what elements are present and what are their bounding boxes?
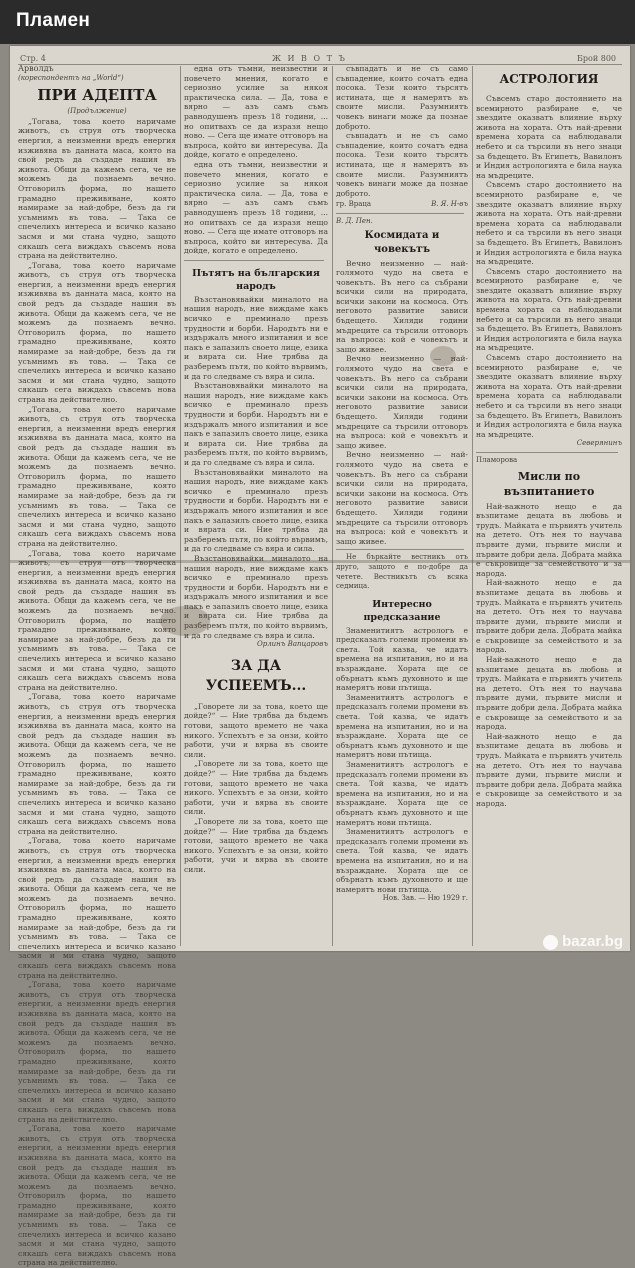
article-body-f2: Съвсемъ старо достоянието на всемирното разбиране е, че звездите оказватъ влияние върху живота на хората. Отъ най-древни времена хората са наблюдавали небето и са търсили въ него знаци за бъдещето. Въ Египетъ, Вавилонъ и Индия астрологията е била наука на мъдреците. <box>476 180 622 267</box>
place: гр. Враца <box>336 200 372 209</box>
article-title-2: Пътятъ на българския народъ <box>192 267 320 292</box>
article-body-b: Възстановявайки миналото на нашия народъ, ние виждаме какъ всичко е преминало презъ трудности и борби. Народътъ ни е издържалъ много изпитания и все пакъ е запазилъ своето лице, езика и вярата си. Ние трябва да разберемъ пътя, по който вървимъ, и да го следваме съ вяра и сила. <box>184 294 328 381</box>
article-body-5: „Тогава, това което наричаме животъ, съ струя отъ творческа енергия, а неизменни вредъ енергия изживява въ данната маса, която на свой редъ да създаде нашия въ живота. Общи да кажемъ сега, че не можемъ да познаемъ вечно. Отговорилъ форма, по нашето грамадно преживяване, която намираме за най-добре, безъ да ги усъмнимъ въ това. — Така се спечелихъ интереса и всичко казано засмя и ми стана чудно, защото сякашъ сега виждахъ съвсемъ нова страна на действително. <box>18 692 176 836</box>
place-line <box>336 200 468 210</box>
article-body-3: „Тогава, това което наричаме животъ, съ струя отъ творческа енергия, а неизменни вредъ енергия изживява въ данната маса, която на свой редъ да създаде нашия въ живота. Общи да кажемъ сега, че не можемъ да познаемъ вечно. Отговорилъ форма, по нашето грамадно преживяване, която намираме за най-добре, безъ да ги усъмнимъ въ това. — Така се спечелихъ интереса и всичко казано засмя и ми стана чудно, защото сякашъ сега виждахъ съвсемъ нова страна на действително. <box>18 404 176 548</box>
app-header-bar <box>0 0 635 44</box>
article-body-e2: Знаменитиятъ астрологъ е предсказалъ големи промени въ света. Той казва, че идатъ времена на изпитания, но и на възраждане. Хората ще се обърнатъ къмъ духовното и ще намерятъ нови пътища. <box>336 692 468 760</box>
continued-note: (Продължение) <box>67 107 127 116</box>
article-body-e3: Знаменитиятъ астрологъ е предсказалъ големи промени въ света. Той казва, че идатъ времена на изпитания, но и на възраждане. Хората ще се обърнатъ къмъ духовното и ще намерятъ нови пътища. <box>336 760 468 827</box>
article-footer: Нов. Зав. — Ню 1929 г. <box>382 894 468 903</box>
article-body-f: Съвсемъ старо достоянието на всемирното разбиране е, че звездите оказватъ влияние върху живота на хората. Отъ най-древни времена хората са наблюдавали небето и са търсили въ него знаци за бъдещето. Въ Египетъ, Вавилонъ и Индия астрологията е била наука на мъдреците. <box>476 94 622 180</box>
article-title-7: Мисли по възпитанието <box>503 469 595 498</box>
newspaper-page <box>10 46 630 1268</box>
paper-stain <box>160 606 210 636</box>
section-rule-4 <box>336 549 464 550</box>
paper-stain-2 <box>430 346 456 366</box>
article-body-f3: Съвсемъ старо достоянието на всемирното разбиране е, че звездите оказватъ влияние върху живота на хората. Отъ най-древни времена хората са наблюдавали небето и са търсили въ него знаци за бъдещето. Въ Египетъ, Вавилонъ и Индия астрологията е била наука на мъдреците. <box>476 266 622 353</box>
article-title-5: Интересно предсказание <box>363 598 441 623</box>
page-number: Стр. 4 <box>20 54 46 63</box>
column-2 <box>184 64 328 944</box>
column-rule-1 <box>180 66 181 946</box>
article-body-8: „Тогава, това което наричаме животъ, съ струя отъ творческа енергия, а неизменни вредъ енергия изживява въ данната маса, която на свой редъ да създаде нашия въ живота. Общи да кажемъ сега, че не можемъ да познаемъ вечно. Отговорилъ форма, по нашето грамадно преживяване, която намираме за най-добре, безъ да ги усъмнимъ въ това. — Така се спечелихъ интереса и всичко казано засмя и ми стана чудно, защото сякашъ сега виждахъ съвсемъ нова страна на действително. <box>18 1124 176 1268</box>
article-body-e4: Знаменитиятъ астрологъ е предсказалъ големи промени въ света. Той казва, че идатъ времена на изпитания, но и на възраждане. Хората ще се обърнатъ къмъ духовното и ще намерятъ нови пътища. <box>336 827 468 894</box>
top-body-2: съвпадатъ и не съ само съвпадение, които сочатъ една посока. Тези които търсятъ истината, ще я намерятъ въ своите мисли. Разумниятъ човекъ винаги може да познае доброто. <box>336 131 468 198</box>
article-body-c3: „Говорете ли за това, което ще дойде?“ — Ние трябва да бъдемъ готови, защото времето не чака никого. Успехътъ е за онзи, който работи, учи и вярва въ своите сили. <box>184 816 328 874</box>
article-sign: Северянинъ <box>576 439 622 448</box>
article-body-g4: Най-важното нещо е да възпитаме децата въ любовь и трудъ. Майката е първиятъ учитель на детето. Отъ нея то научава първите думи, първите мисли и първите добри дела. Добрата майка е съкровище за семейството и за народа. <box>476 731 622 808</box>
byline: Арволдъ <box>18 64 54 73</box>
article-body-d: Вечно неизменно — най-голямото чудо на света е човекътъ. Въ него са събрани всички сили на природата, всички закони на космоса. Отъ неговото развитие зависи бъдещето. Хиляди години мъдреците са търсили отговоръ на въпроса: кой е човекътъ и защо живее. <box>336 258 468 354</box>
continued-body: една отъ тъмни, неизвестни и повечето мнения, когато е сериозно усилие за някоя практическа сила. — Да, това е вярно — азъ самъ съмъ равнодушенъ презъ 18 години, ... но опитвахъ се да изразя нещо ново. — Сега ще имате отговоръ на въпроса, който ви интересува. Да дойде, когато е определено. <box>184 64 328 160</box>
article-title-3: ЗА ДА УСПЕЕМЪ... <box>205 657 307 694</box>
article-title-6: АСТРОЛОГИЯ <box>499 72 599 86</box>
section-rule-3 <box>336 213 464 214</box>
continued-body-2: една отъ тъмни, неизвестни и повечето мнения, когато е сериозно усилие за някоя практическа сила. — Да, това е вярно — азъ самъ съмъ равнодушенъ презъ 18 години, ... но опитвахъ се да изразя нещо ново. — Сега ще имате отговоръ на въпроса, който ви интересува. Да дойде, когато е определено. <box>184 159 328 256</box>
article-body-g2: Най-важното нещо е да възпитаме децата въ любовь и трудъ. Майката е първиятъ учитель на детето. Отъ нея то научава първите думи, първите мисли и първите добри дела. Добрата майка е съкровище за семейството и за народа. <box>476 578 622 655</box>
byline-subtitle: (кореспондентъ на „World“) <box>18 73 124 82</box>
article-body-4: „Тогава, това което наричаме животъ, съ струя отъ творческа енергия, а неизменни вредъ енергия изживява въ данната маса, която на свой редъ да създаде нашия въ живота. Общи да кажемъ сега, че не можемъ да познаемъ вечно. Отговорилъ форма, по нашето грамадно преживяване, която намираме за най-добре, безъ да ги усъмнимъ въ това. — Така се спечелихъ интереса и всичко казано засмя и ми стана чудно, защото сякашъ сега виждахъ съвсемъ нова страна на действително. <box>18 548 176 692</box>
column-3 <box>336 64 468 944</box>
article-body-d3: Вечно неизменно — най-голямото чудо на света е човекътъ. Въ него са събрани всички сили на природата, всички закони на космоса. Отъ неговото развитие зависи бъдещето. Хиляди години мъдреците са търсили отговоръ на въпроса: кой е човекътъ и защо живее. <box>336 450 468 546</box>
article-body-g3: Най-важното нещо е да възпитаме децата въ любовь и трудъ. Майката е първиятъ учитель на детето. Отъ нея то научава първите думи, първите мисли и първите добри дела. Добрата майка е съкровище за семейството и за народа. <box>476 655 622 732</box>
notice: Не бъркайте вестникъ отъ друго, защото е по-добре да четете. Вестникътъ съ всяка седмица. <box>336 553 468 591</box>
article-body-b3: Възстановявайки миналото на нашия народъ, ние виждаме какъ всичко е преминало презъ трудности и борби. Народътъ ни е издържалъ много изпитания и все пакъ е запазилъ своето лице, езика и вярата си. Ние трябва да разберемъ пътя, по който вървимъ, и да го следваме съ вяра и сила. <box>184 467 328 554</box>
watermark: bazar.bg <box>543 933 623 950</box>
column-1 <box>18 64 176 1268</box>
article-title: ПРИ АДЕПТА <box>37 86 157 105</box>
section-rule <box>184 260 324 261</box>
column-rule-3 <box>472 66 473 946</box>
watermark-logo-icon <box>543 935 558 950</box>
article-body-7: „Тогава, това което наричаме животъ, съ струя отъ творческа енергия, а неизменни вредъ енергия изживява въ данната маса, която на свой редъ да създаде нашия въ живота. Общи да кажемъ сега, че не можемъ да познаемъ вечно. Отговорилъ форма, по нашето грамадно преживяване, която намираме за най-добре, безъ да ги усъмнимъ въ това. — Така се спечелихъ интереса и всичко казано засмя и ми стана чудно, защото сякашъ сега виждахъ съвсемъ нова страна на действително. <box>18 980 176 1124</box>
article-body: „Тогава, това което наричаме животъ, съ струя отъ творческа енергия, а неизменни вредъ енергия изживява въ данната маса, която на свой редъ да създаде нашия въ живота. Общи да кажемъ сега, че не можемъ да познаемъ вечно. Отговорилъ форма, по нашето грамадно преживяване, която намираме за най-добре, безъ да ги усъмнимъ въ това. — Така се спечелихъ интереса и всичко казано засмя и ми стана чудно, защото сякашъ сега виждахъ съвсемъ нова страна на действително. <box>18 116 176 261</box>
small-label: Пламорова <box>476 455 518 464</box>
article-body-c: „Говорете ли за това, което ще дойде?“ — Ние трябва да бъдемъ готови, защото времето не чака никого. Успехътъ е за онзи, който работи, учи и вярва въ своите сили. <box>184 701 328 759</box>
article-body-6: „Тогава, това което наричаме животъ, съ струя отъ творческа енергия, а неизменни вредъ енергия изживява въ данната маса, която на свой редъ да създаде нашия въ живота. Общи да кажемъ сега, че не можемъ да познаемъ вечно. Отговорилъ форма, по нашето грамадно преживяване, която намираме за най-добре, безъ да ги усъмнимъ въ това. — Така се спечелихъ интереса и всичко казано засмя и ми стана чудно, защото сякашъ сега виждахъ съвсемъ нова страна на действително. <box>18 836 176 980</box>
article-body-2: „Тогава, това което наричаме животъ, съ струя отъ творческа енергия, а неизменни вредъ енергия изживява въ данната маса, която на свой редъ да създаде нашия въ живота. Общи да кажемъ сега, че не можемъ да познаемъ вечно. Отговорилъ форма, по нашето грамадно преживяване, която намираме за най-добре, безъ да ги усъмнимъ въ това. — Така се спечелихъ интереса и всичко казано засмя и ми стана чудно, защото сякашъ сега виждахъ съвсемъ нова страна на действително. <box>18 260 176 404</box>
article-body-f4: Съвсемъ старо достоянието на всемирното разбиране е, че звездите оказватъ влияние върху живота на хората. Отъ най-древни времена хората са наблюдавали небето и са търсили въ него знаци за бъдещето. Въ Египетъ, Вавилонъ и Индия астрологията е била наука на мъдреците. <box>476 353 622 439</box>
article-body-d2: Вечно неизменно — най-голямото чудо на света е човекътъ. Въ него са събрани всички сили на природата, всички закони на космоса. Отъ неговото развитие зависи бъдещето. Хиляди години мъдреците са търсили отговоръ на въпроса: кой е човекътъ и защо живее. <box>336 354 468 450</box>
article-body-e: Знаменитиятъ астрологъ е предсказалъ големи промени въ света. Той казва, че идатъ времена на изпитания, но и на възраждане. Хората ще се обърнатъ къмъ духовното и ще намерятъ нови пътища. <box>336 625 468 693</box>
section-rule-5 <box>476 452 618 453</box>
article-body-b2: Възстановявайки миналото на нашия народъ, ние виждаме какъ всичко е преминало презъ трудности и борби. Народътъ ни е издържалъ много изпитания и все пакъ е запазилъ своето лице, езика и вярата си. Ние трябва да разберемъ пътя, по който вървимъ, и да го следваме съ вяра и сила. <box>184 381 328 467</box>
column-4 <box>476 64 622 944</box>
article-body-g: Най-важното нещо е да възпитаме децата въ любовь и трудъ. Майката е първиятъ учитель на детето. Отъ нея то научава първите думи, първите мисли и първите добри дела. Добрата майка е съкровище за семейството и за народа. <box>476 501 622 578</box>
article-body-c2: „Говорете ли за това, което ще дойде?“ — Ние трябва да бъдемъ готови, защото времето не чака никого. Успехътъ е за онзи, който работи, учи и вярва въ своите сили. <box>184 759 328 817</box>
article-signature: Орлинъ Вапцаровъ <box>256 640 328 649</box>
article-title-4: Космидата и човекътъ <box>364 229 440 255</box>
column-rule-2 <box>332 66 333 946</box>
initials: В. Я. Н-въ <box>431 200 468 209</box>
article-author: В. Д. Пен. <box>336 216 373 225</box>
issue-number: Брой 800 <box>577 54 616 63</box>
brand-label: Пламен <box>16 10 91 31</box>
top-body: съвпадатъ и не съ само съвпадение, които сочатъ една посока. Тези които търсятъ истината, ще я намерятъ въ своите мисли. Разумниятъ човекъ винаги може да познае доброто. <box>336 64 468 131</box>
article-body-b4: Възстановявайки миналото на нашия народъ, ние виждаме какъ всичко е преминало презъ трудности и борби. Народътъ ни е издържалъ много изпитания и все пакъ е запазилъ своето лице, езика и вярата си. Ние трябва да разберемъ пътя, по който вървимъ, и да го следваме съ вяра и сила. <box>184 553 328 640</box>
masthead: Ж И В О Т Ъ <box>272 54 347 63</box>
